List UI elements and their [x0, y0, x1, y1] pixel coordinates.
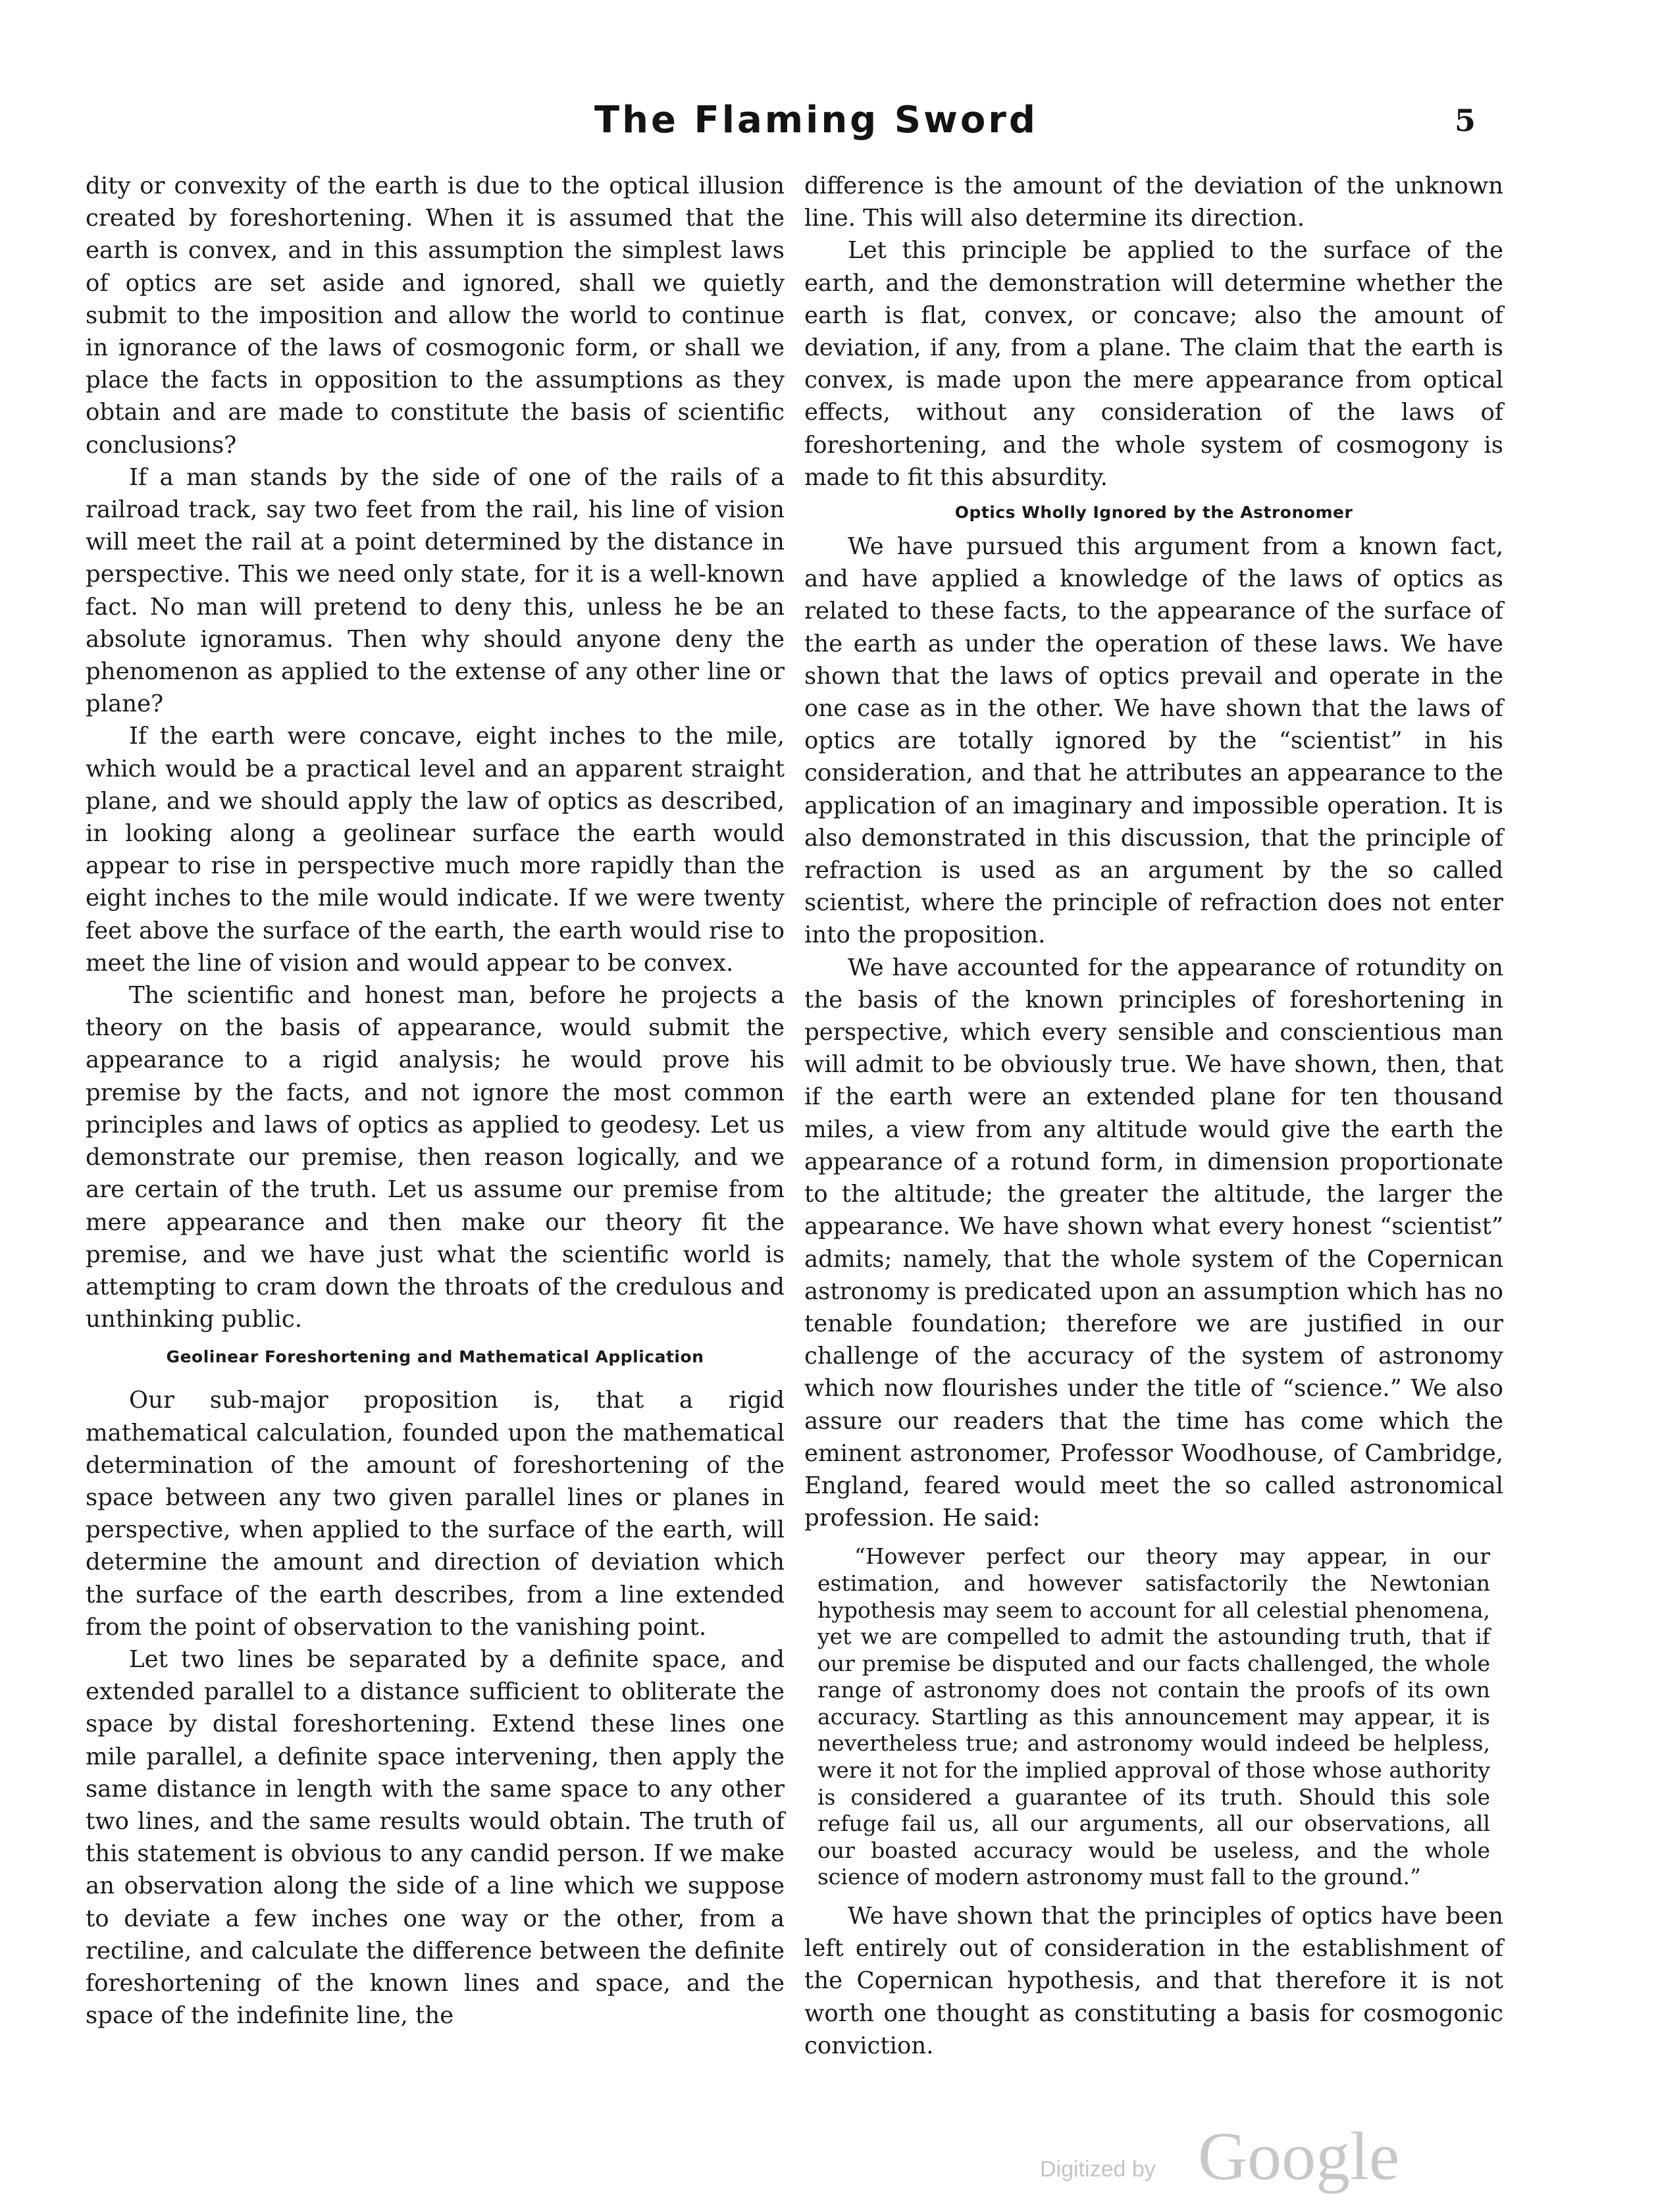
google-logo: Google — [1198, 2119, 1400, 2194]
paragraph: dity or convexity of the earth is due to the optical illusion created by foreshortening. When it is assumed that the earth is convex, and in this assumption the simplest laws of optics are set aside and ignored, shall we quietly submit to the imposition and allow the world to continue in ignorance of the laws of cosmogonic form, or shall we place the facts in opposition to the assumptions as they obtain and are made to constitute the basis of scientific conclusions? — [86, 172, 785, 459]
paragraph: Our sub-major proposition is, that a rigid mathematical calculation, founded upon the mathematical determination of the amount of foreshortening of the space between any two given parallel lines or planes in perspective, when applied to the surface of the earth, will determine the amount and direction of deviation which the surface of the earth describes, from a line extended from the point of observation to the vanishing point. — [86, 1387, 785, 1641]
digitized-by-label: Digitized by — [1040, 2157, 1156, 2182]
right-column — [804, 170, 1503, 2062]
journal-title: The Flaming Sword — [594, 99, 1039, 141]
paragraph: If a man stands by the side of one of the rails of a railroad track, say two feet from the rail, his line of vision will meet the rail at a point determined by the distance in perspective. This we need only state, for it is a well-known fact. No man will pretend to deny this, unless he be an absolute ignoramus. Then why should anyone deny the phenomenon as applied to the extense of any other line or plane? — [86, 463, 785, 718]
running-head — [0, 99, 1656, 151]
block-quote: “However perfect our theory may appear, in our estimation, and however satisfactorily the Newtonian hypothesis may seem to account for all celestial phenomena, yet we are compelled to admit the astounding truth, that if our premise be disputed and our facts challenged, the whole range of astronomy does not contain the proofs of its own accuracy. Startling as this announcement may appear, it is nevertheless true; and astronomy would indeed be helpless, were it not for the implied approval of those whose authority is considered a guarantee of its truth. Should this sole refuge fail us, all our arguments, all our observations, all our boasted accuracy would be useless, and the whole science of modern astronomy must fall to the ground.” — [817, 1543, 1490, 1890]
paragraph: We have pursued this argument from a known fact, and have applied a knowledge of the laws of optics as related to these facts, to the appearance of the surface of the earth as under the operation of these laws. We have shown that the laws of optics prevail and operate in the one case as in the other. We have shown that the laws of optics are totally ignored by the “scientist” in his consideration, and that he attributes an appearance to the application of an imaginary and impossible operation. It is also demonstrated in this discussion, that the principle of refraction is used as an argument by the so called scientist, where the principle of refraction does not enter into the proposition. — [804, 533, 1503, 949]
page-number: 5 — [1455, 103, 1476, 138]
digitization-watermark — [1040, 2119, 1409, 2195]
section-heading: Geolinear Foreshortening and Mathematical Application — [166, 1347, 704, 1367]
paragraph: We have shown that the principles of optics have been left entirely out of consideration in the establishment of the Copernican hypothesis, and that therefore it is not worth one thought as constituting a basis for cosmogonic conviction. — [804, 1903, 1503, 2059]
paragraph: Let two lines be separated by a definite space, and extended parallel to a distance sufficient to obliterate the space by distal foreshortening. Extend these lines one mile parallel, a definite space intervening, then apply the same distance in length with the same space to any other two lines, and the same results would obtain. The truth of this statement is obvious to any candid person. If we make an observation along the side of a line which we suppose to deviate a few inches one way or the other, from a rectiline, and calculate the difference between the definite foreshortening of the known lines and space, and the space of the indefinite line, the — [86, 1645, 785, 2030]
left-column — [86, 170, 785, 2032]
paragraph: Let this principle be applied to the surface of the earth, and the demonstration will determine whether the earth is flat, convex, or concave; also the amount of deviation, if any, from a plane. The claim that the earth is convex, is made upon the mere appearance from optical effects, without any consideration of the laws of foreshortening, and the whole system of cosmogony is made to fit this absurdity. — [804, 237, 1503, 491]
section-heading: Optics Wholly Ignored by the Astronomer — [954, 503, 1353, 523]
paragraph: If the earth were concave, eight inches to the mile, which would be a practical level and an apparent straight plane, and we should apply the law of optics as described, in looking along a geolinear surface the earth would appear to rise in perspective much more rapidly than the eight inches to the mile would indicate. If we were twenty feet above the surface of the earth, the earth would rise to meet the line of vision and would appear to be convex. — [86, 723, 785, 977]
paragraph: The scientific and honest man, before he projects a theory on the basis of appearance, would submit the appearance to a rigid analysis; he would prove his premise by the facts, and not ignore the most common principles and laws of optics as applied to geodesy. Let us demonstrate our premise, then reason logically, and we are certain of the truth. Let us assume our premise from mere appearance and then make our theory fit the premise, and we have just what the scientific world is attempting to cram down the throats of the credulous and unthinking public. — [86, 982, 785, 1333]
paragraph: difference is the amount of the deviation of the unknown line. This will also determine its direction. — [804, 172, 1503, 232]
paragraph: We have accounted for the appearance of rotundity on the basis of the known principles of foreshortening in perspective, which every sensible and conscientious man will admit to be obviously true. We have shown, then, that if the earth were an extended plane for ten thousand miles, a view from any altitude would give the earth the appearance of a rotund form, in dimension proportionate to the altitude; the greater the altitude, the larger the appearance. We have shown what every honest “scientist” admits; namely, that the whole system of the Copernican astronomy is predicated upon an assumption which has no tenable foundation; therefore we are justified in our challenge of the accuracy of the system of astronomy which now flourishes under the title of “science.” We also assure our readers that the time has come which the eminent astronomer, Professor Woodhouse, of Cambridge, England, feared would meet the so called astronomical profession. He said: — [804, 954, 1503, 1532]
